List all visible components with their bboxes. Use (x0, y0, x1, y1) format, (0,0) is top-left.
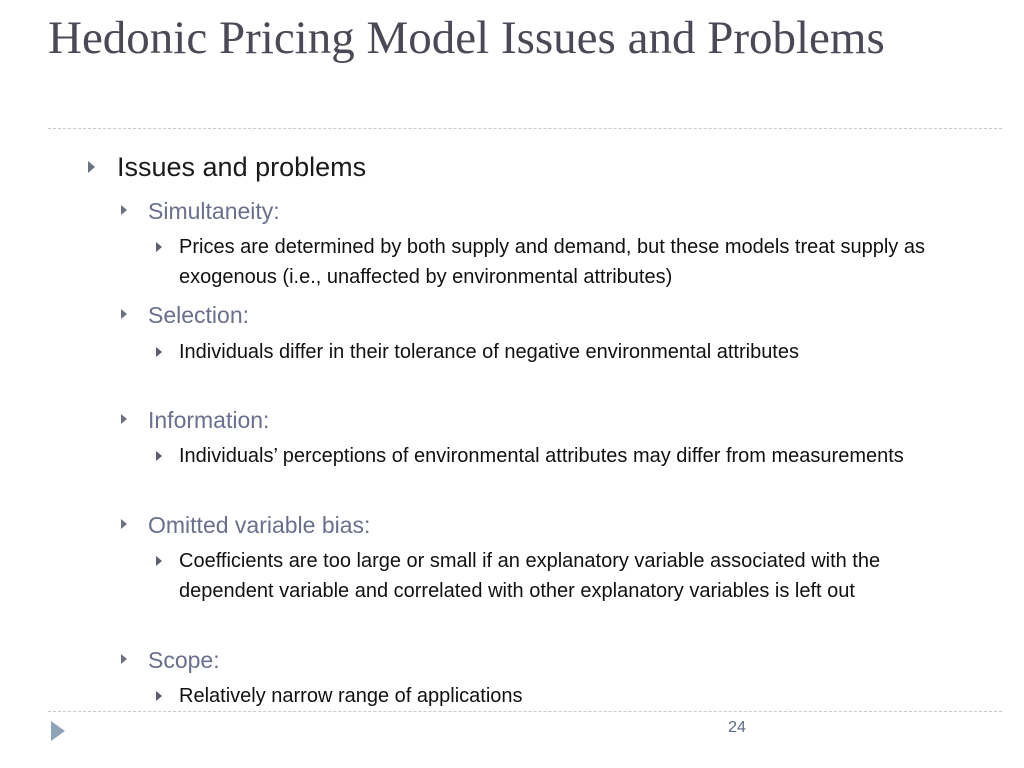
section-heading-text: Scope: (148, 647, 220, 673)
bullet-triangle-icon (156, 347, 162, 357)
section-heading-omitted-variable-bias (148, 510, 370, 540)
bullet-triangle-icon (121, 205, 127, 215)
main-bullet (117, 151, 366, 183)
section-heading-simultaneity (148, 196, 280, 226)
section-detail-information (179, 442, 939, 472)
section-detail-simultaneity (179, 233, 969, 292)
bullet-triangle-icon (121, 519, 127, 529)
section-heading-information (148, 405, 269, 435)
footer-divider (48, 711, 1002, 712)
section-detail-omitted-variable-bias (179, 547, 909, 606)
section-heading-text: Simultaneity: (148, 198, 280, 224)
section-heading-text: Information: (148, 407, 270, 433)
section-heading-selection (148, 300, 249, 330)
bullet-triangle-icon (88, 161, 95, 173)
bullet-triangle-icon (121, 654, 127, 664)
section-detail-scope (179, 682, 969, 712)
slide-title: Hedonic Pricing Model Issues and Problems (48, 12, 885, 64)
bullet-triangle-icon (156, 451, 162, 461)
next-slide-arrow-icon[interactable] (51, 721, 65, 741)
section-heading-text: Omitted variable bias: (148, 512, 371, 538)
bullet-triangle-icon (121, 309, 127, 319)
section-detail-text: Individuals differ in their tolerance of negative environmental attributes (179, 341, 799, 363)
section-heading-scope (148, 645, 220, 675)
section-detail-selection (179, 338, 859, 368)
section-detail-text: Coefficients are too large or small if an explanatory variable associated with the dependent variable and correlated with other explanatory variables is left out (179, 550, 881, 602)
bullet-triangle-icon (156, 556, 162, 566)
section-detail-text: Relatively narrow range of applications (179, 685, 523, 707)
section-detail-text: Individuals’ perceptions of environmental attributes may differ from measurements (179, 445, 904, 467)
bullet-triangle-icon (156, 242, 162, 252)
page-number: 24 (728, 719, 746, 736)
section-detail-text: Prices are determined by both supply and demand, but these models treat supply as exogenous (i.e., unaffected by environmental attributes) (179, 236, 925, 288)
bullet-triangle-icon (121, 414, 127, 424)
bullet-triangle-icon (156, 691, 162, 701)
main-bullet-text: Issues and problems (117, 152, 367, 182)
section-heading-text: Selection: (148, 302, 250, 328)
